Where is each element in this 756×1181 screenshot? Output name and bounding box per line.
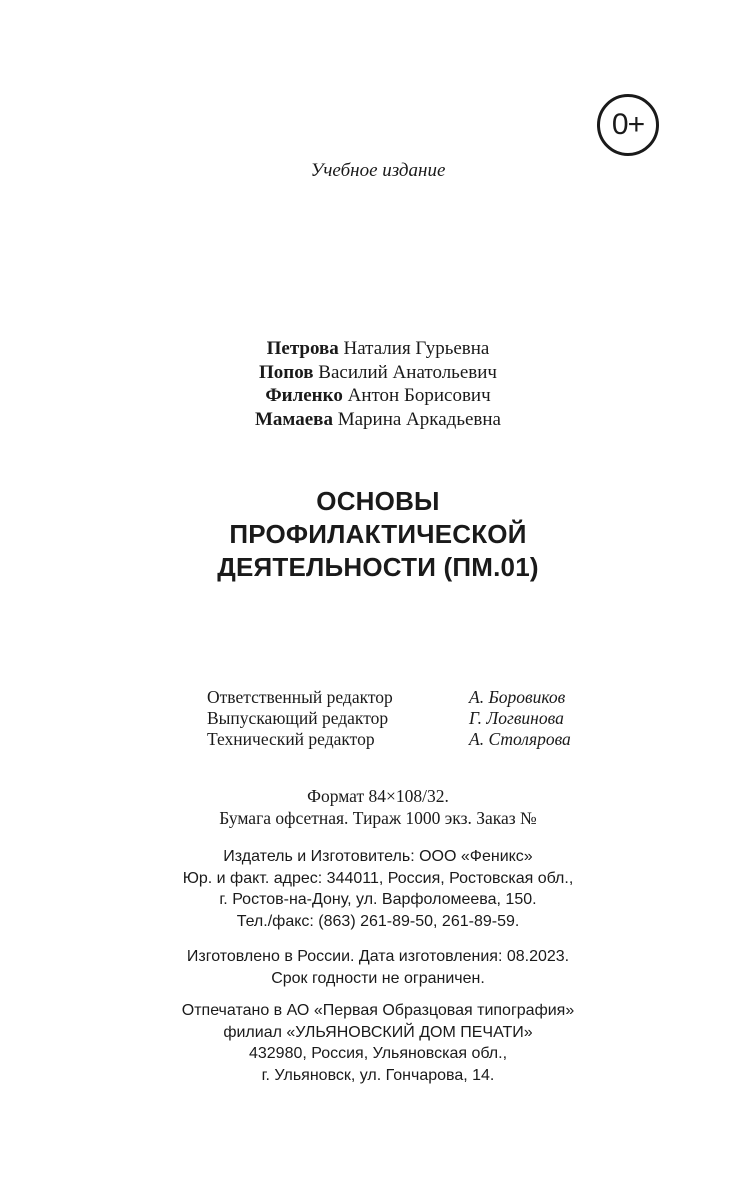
editor-name: А. Столярова <box>469 729 571 749</box>
age-rating-badge <box>597 94 659 156</box>
publisher-line: г. Ростов-на-Дону, ул. Варфоломеева, 150. <box>219 891 537 908</box>
publisher-info <box>0 846 756 932</box>
printer-line: г. Ульяновск, ул. Гончарова, 14. <box>261 1066 495 1084</box>
manufacture-info <box>0 946 756 989</box>
author-given-name: Марина Аркадьевна <box>337 408 501 430</box>
author-line <box>0 384 756 408</box>
author-given-name: Наталия Гурьевна <box>343 338 490 359</box>
author-surname: Петрова <box>266 338 339 359</box>
editor-name: Г. Логвинова <box>469 708 564 728</box>
edition-type: Учебное издание <box>310 160 446 181</box>
printer-line: 432980, Россия, Ульяновская обл., <box>248 1045 508 1062</box>
title-line: ДЕЯТЕЛЬНОСТИ (ПМ.01) <box>217 552 539 582</box>
title-line: ОСНОВЫ <box>316 486 440 516</box>
author-line <box>0 361 756 385</box>
author-line <box>0 337 756 361</box>
editor-role: Ответственный редактор <box>207 687 393 707</box>
publisher-line: Издатель и Изготовитель: ООО «Феникс» <box>223 848 533 865</box>
editor-row <box>207 729 607 750</box>
editor-row <box>207 687 607 708</box>
author-surname: Попов <box>259 361 314 383</box>
format-line: Формат 84×108/32. <box>307 786 449 806</box>
editor-name: А. Боровиков <box>469 687 566 707</box>
author-surname: Филенко <box>265 385 343 406</box>
publisher-line: Юр. и факт. адрес: 344011, Россия, Ростовская обл., <box>182 869 574 887</box>
title-line: ПРОФИЛАКТИЧЕСКОЙ <box>229 519 527 549</box>
editor-row <box>207 708 607 729</box>
shelf-life-line: Срок годности не ограничен. <box>271 969 485 987</box>
editor-role: Выпускающий редактор <box>207 708 389 728</box>
editor-role: Технический редактор <box>207 729 375 749</box>
printer-line: филиал «УЛЬЯНОВСКИЙ ДОМ ПЕЧАТИ» <box>223 1023 533 1041</box>
author-given-name: Антон Борисович <box>347 385 491 406</box>
manufacture-line: Изготовлено в России. Дата изготовления: 08.2023. <box>186 948 570 965</box>
printer-line: Отпечатано в АО «Первая Образцовая типография» <box>181 1002 575 1019</box>
author-line <box>0 408 756 432</box>
editors-list <box>207 687 607 750</box>
printer-info <box>0 1000 756 1086</box>
authors-list <box>0 337 756 431</box>
author-given-name: Василий Анатольевич <box>318 361 497 383</box>
book-title <box>0 485 756 584</box>
format-info <box>0 786 756 829</box>
age-rating-text: 0+ <box>611 108 645 141</box>
paper-line: Бумага офсетная. Тираж 1000 экз. Заказ № <box>219 807 537 828</box>
publisher-line: Тел./факс: (863) 261-89-50, 261-89-59. <box>236 912 520 930</box>
author-surname: Мамаева <box>255 408 333 430</box>
